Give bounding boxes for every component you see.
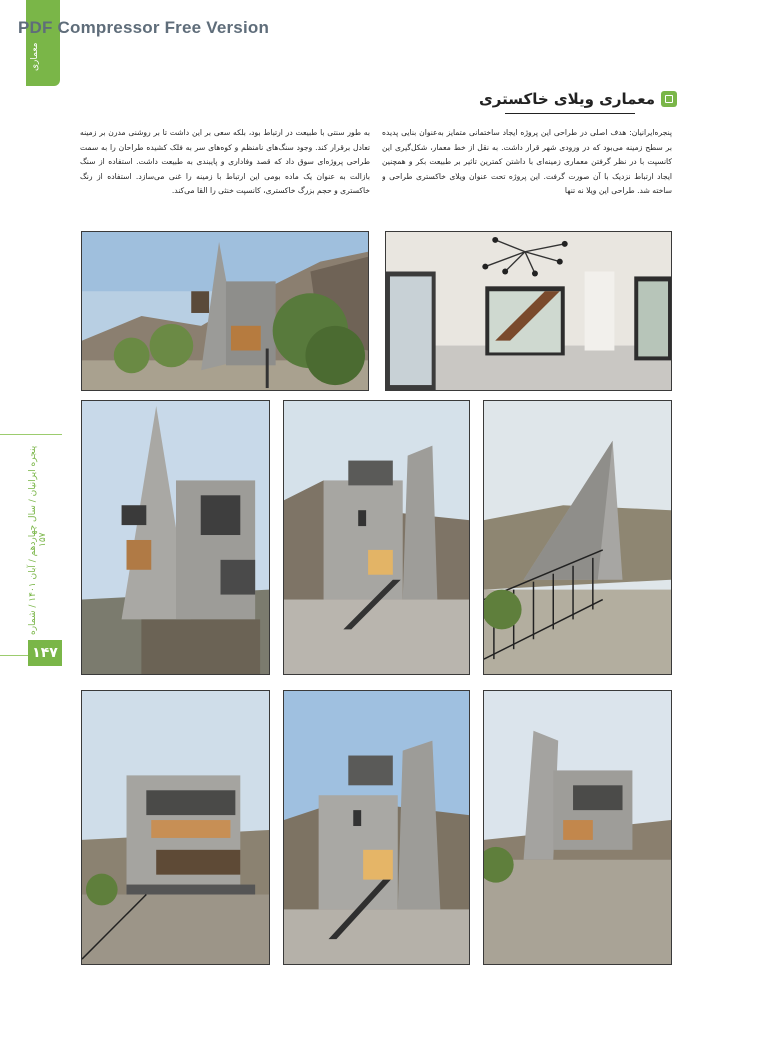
photo-facade-center (283, 400, 470, 675)
photo-triangle-wing (483, 400, 672, 675)
photo-facade-left (81, 400, 270, 675)
article-text-left-column: به طور سنتی با طبیعت در ارتباط بود، بلکه سعی بر این داشت تا بر روشنی مدرن بر زمینه تعادل برقرار کند. وجود سنگ‌های نامنظم و کوه‌های سر به فلک کشیده طراحان را به سمت طراحی پروژه‌ای سوق داد که قصد وفاداری و پایبندی به طبیعت داشت. استفاده از سنگ بازالت به عنوان یک ماده بومی این ارتباط با زمینه را غنی می‌سازد. استفاده از رنگ خاکستری و حجم بزرگ خاکستری، کانسپت خنثی را القا می‌کند. (80, 128, 370, 196)
article-text-right-column: پنجره‌ایرانیان: هدف اصلی در طراحی این پروژه ایجاد ساختمانی متمایز به‌عنوان بنایی پدیده بر سطح زمینه می‌بود که در ورودی شهر قرار داشت. به نقل از خط معمار، شکل‌گیری این کانسپت با در نظر گرفتن معماری زمینه‌ای با داشتن کمترین تاثیر بر طبیعت بکر و همچنین ایجاد ارتباط نزدیک با آن صورت گرفت. این پروژه تحت عنوان ویلای خاکستری طراحی و ساخته شد. طراحی این ویلا نه تنها (382, 128, 672, 196)
photo-front-elevation (283, 690, 470, 965)
section-tab-label: معماری (30, 42, 40, 72)
photo-interior (385, 231, 672, 391)
watermark-text: PDF Compressor Free Version (18, 18, 270, 37)
article-title: معماری ویلای خاکستری (479, 90, 655, 108)
photo-exterior-wide (81, 231, 369, 391)
title-underline (505, 113, 635, 114)
photo-side-elevation (81, 690, 270, 965)
photo-cantilever-view (483, 690, 672, 965)
sidebar-divider-bottom (0, 655, 28, 656)
sidebar-divider-top (0, 434, 62, 435)
section-bullet-icon (661, 91, 677, 107)
page-number: ۱۴۷ (28, 640, 62, 666)
article-header (479, 90, 677, 108)
magazine-info: پنجره ایرانیان / سال چهاردهم / آبان ۱۴۰۱ / شماره ۱۵۷ (28, 445, 48, 635)
